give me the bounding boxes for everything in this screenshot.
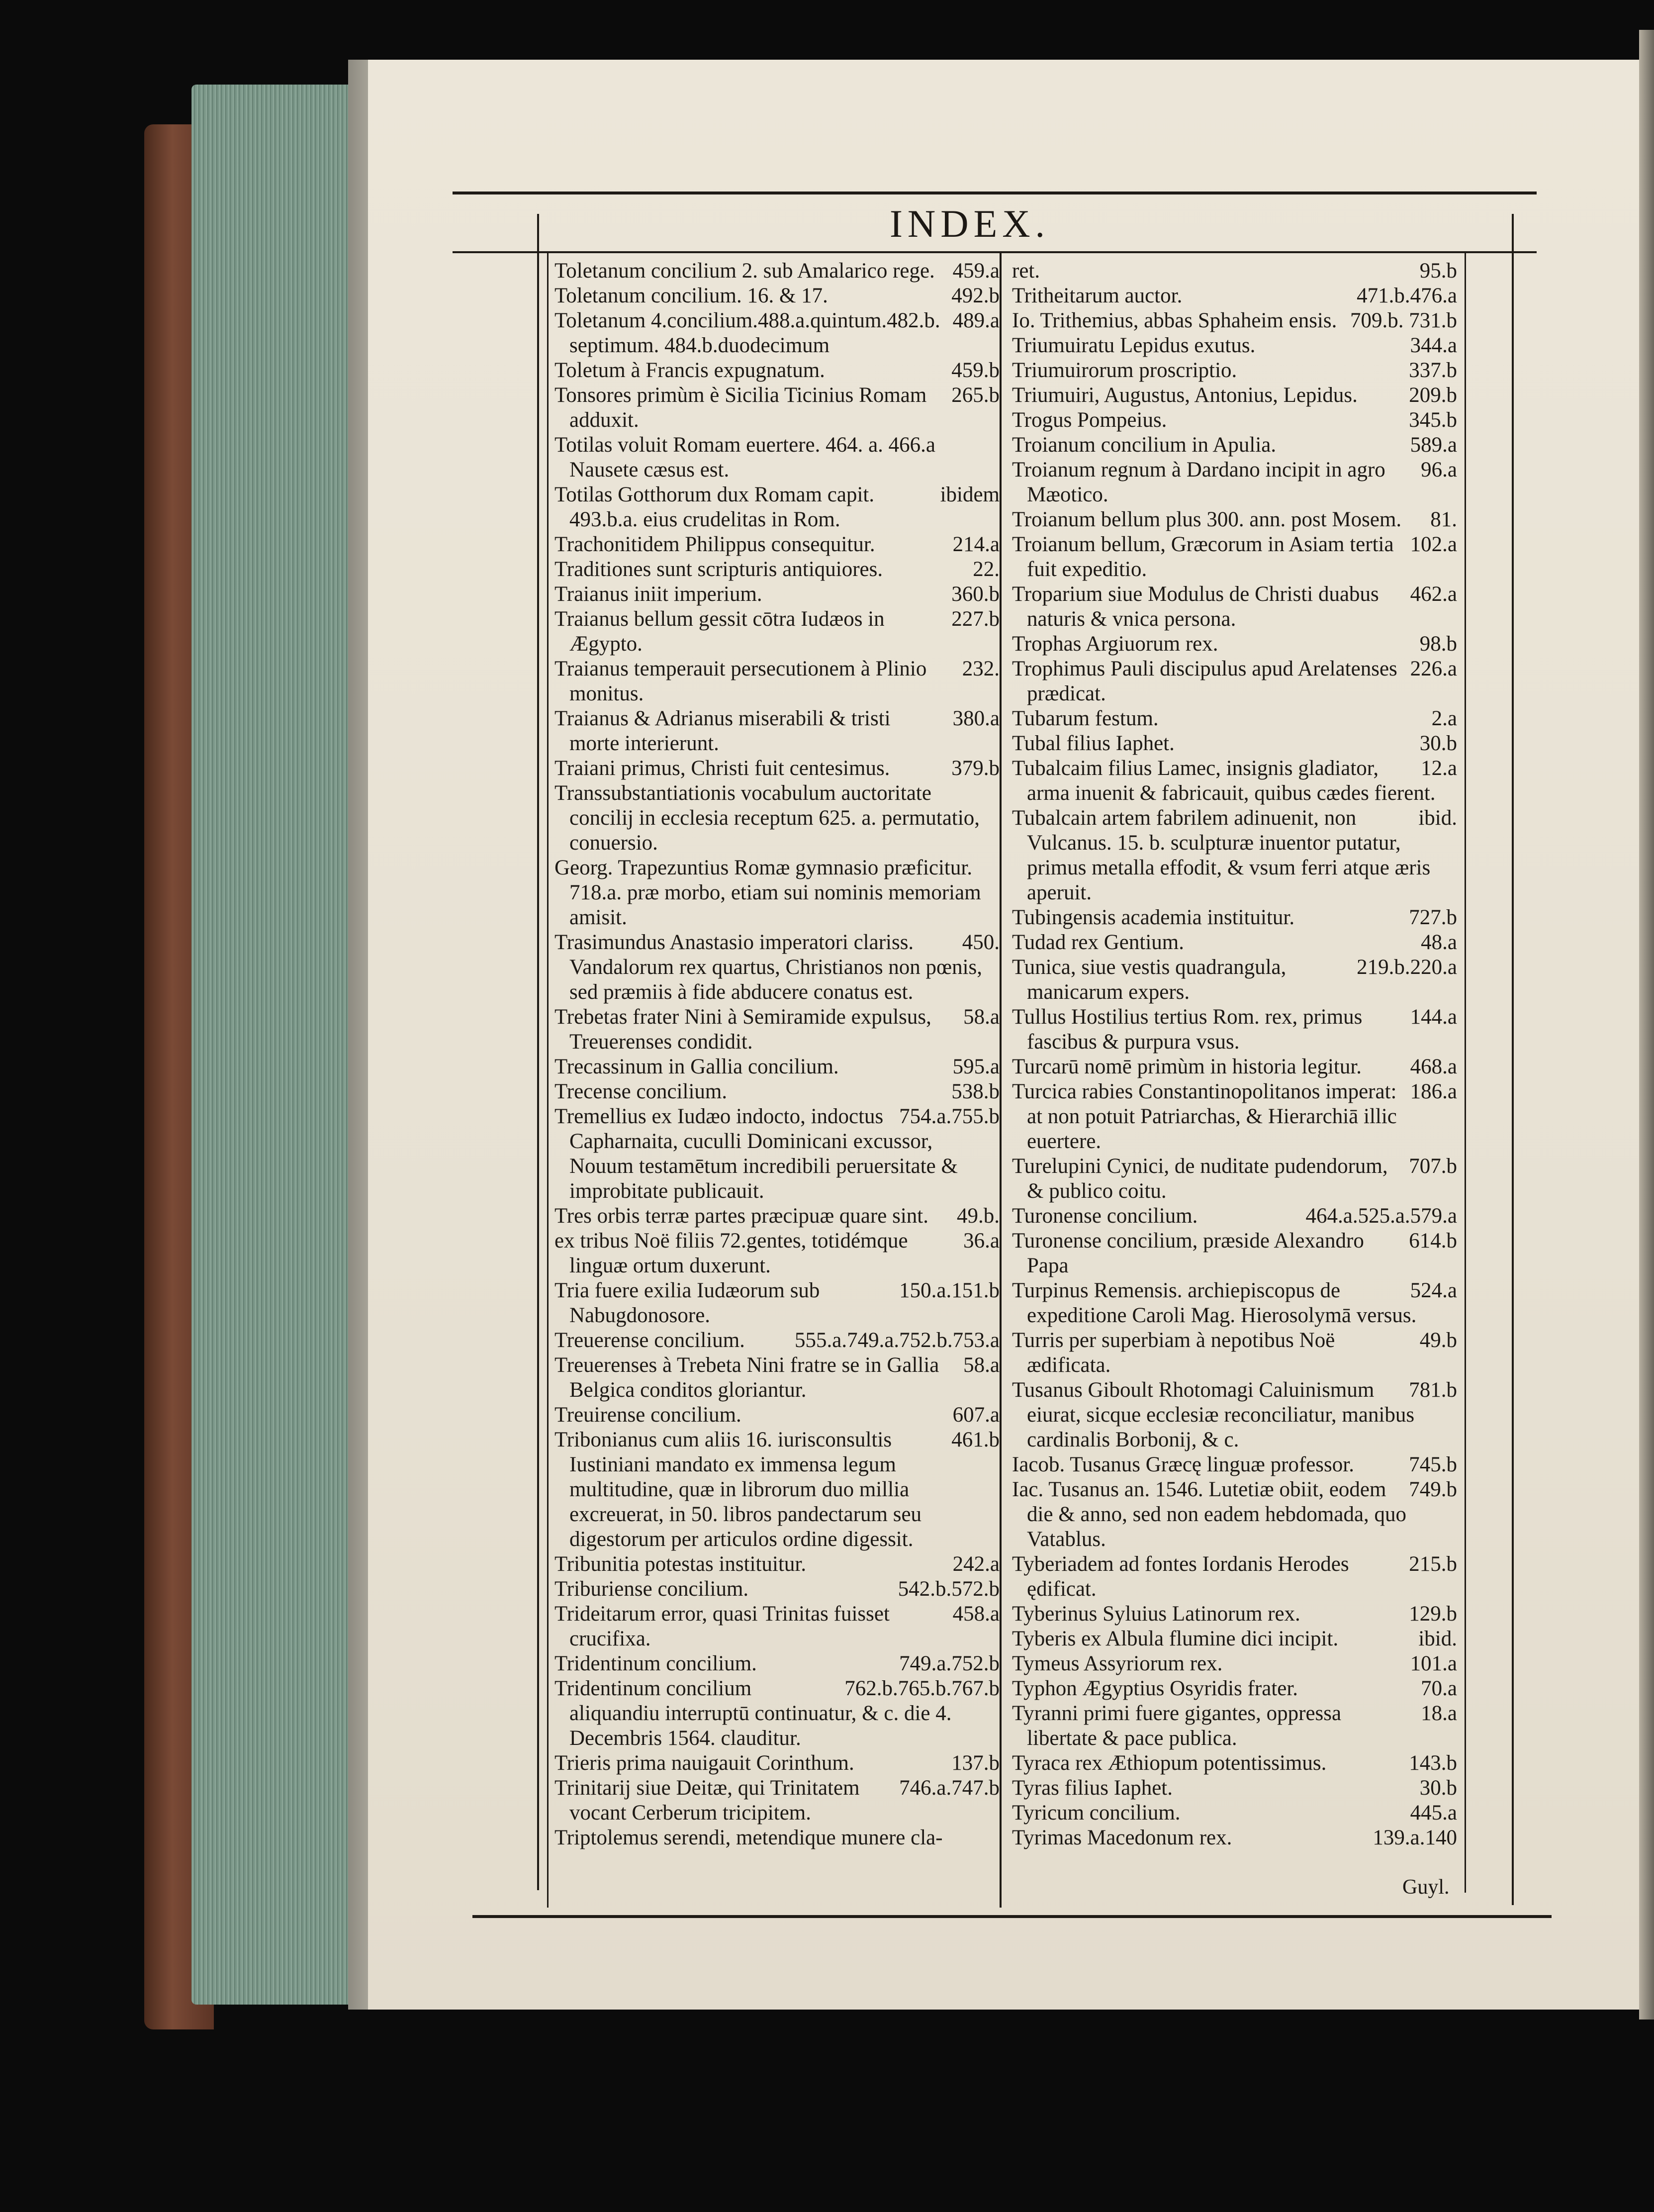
index-entry bbox=[1012, 582, 1457, 632]
entry-text: Typhon Ægyptius Osyridis frater. bbox=[1012, 1677, 1298, 1700]
page-reference: ibidem bbox=[940, 483, 1000, 506]
page-reference: 746.a.747.b bbox=[899, 1776, 1000, 1800]
page-reference: 30.b bbox=[1419, 732, 1457, 755]
catchword: Guyl. bbox=[1402, 1876, 1450, 1899]
entry-text: Georg. Trapezuntius Romæ gymnasio præficitur. 718.a. præ morbo, etiam sui nominis memoriam amisit. bbox=[554, 856, 981, 929]
entry-text: Trinitarij siue Deitæ, qui Trinitatem vocant Cerberum tricipitem. bbox=[554, 1776, 860, 1825]
index-entry bbox=[1012, 1701, 1457, 1751]
index-entry bbox=[554, 433, 1000, 482]
index-entry bbox=[554, 856, 1000, 930]
entry-text: Tribunitia potestas instituitur. bbox=[554, 1552, 807, 1576]
page-reference: 458.a bbox=[952, 1602, 1000, 1626]
index-entry bbox=[1012, 1477, 1457, 1552]
entry-text: Trecense concilium. bbox=[554, 1080, 728, 1103]
entry-text: Tubalcaim filius Lamec, insignis gladiator, arma inuenit & fabricauit, quibus cædes fierent. bbox=[1012, 757, 1436, 805]
page-reference: 209.b bbox=[1409, 384, 1457, 407]
top-rule bbox=[453, 192, 1537, 194]
right-inner-rule bbox=[1465, 251, 1466, 1893]
page-reference: 81. bbox=[1430, 508, 1457, 531]
page-reference: 186.a bbox=[1410, 1080, 1457, 1103]
page-reference: 492.b bbox=[951, 284, 1000, 307]
index-entry bbox=[554, 1428, 1000, 1552]
index-entry bbox=[1012, 1452, 1457, 1477]
entry-text: Totilas voluit Romam euertere. 464. a. 466.a Nausete cæsus est. bbox=[554, 433, 936, 481]
entry-text: Tribonianus cum aliis 16. iurisconsultis Iustiniani mandato ex immensa legum multitudine, quæ in librorum duo millia excreuerat, in 50. libros pandectarum seu digestorum per articulos ordine digessit. bbox=[554, 1428, 922, 1551]
entry-text: Trogus Pompeius. bbox=[1012, 408, 1167, 432]
entry-text: Tremellius ex Iudæo indocto, indoctus Capharnaita, cuculli Dominicani excussor, Nouum testamētum incredibili peruersitate & improbitate publicauit. bbox=[554, 1105, 958, 1203]
page-reference: 380.a bbox=[952, 707, 1000, 730]
page-title: INDEX. bbox=[889, 202, 1050, 245]
entry-text: Tunica, siue vestis quadrangula, manicarum expers. bbox=[1012, 956, 1286, 1004]
entry-text: Traianus iniit imperium. bbox=[554, 582, 762, 606]
index-entry bbox=[554, 930, 1000, 1005]
index-entry bbox=[1012, 930, 1457, 955]
page-reference: 464.a.525.a.579.a bbox=[1305, 1204, 1457, 1228]
index-entry bbox=[1012, 1801, 1457, 1826]
index-entry bbox=[1012, 1079, 1457, 1154]
index-entry bbox=[554, 259, 1000, 284]
index-entry bbox=[554, 1403, 1000, 1428]
page-reference: 360.b bbox=[951, 582, 1000, 606]
entry-text: Trasimundus Anastasio imperatori clariss. Vandalorum rex quartus, Christianos non pœnis, sed præmiis à fide abducere conatus est. bbox=[554, 931, 983, 1004]
index-entry bbox=[1012, 458, 1457, 507]
center-rule bbox=[1000, 251, 1002, 1908]
page-reference: 445.a bbox=[1410, 1801, 1457, 1825]
page-reference: 749.a.752.b bbox=[899, 1652, 1000, 1675]
index-entry bbox=[1012, 1328, 1457, 1378]
index-entry bbox=[1012, 1676, 1457, 1701]
page-reference: 214.a bbox=[952, 533, 1000, 556]
index-entry bbox=[1012, 1278, 1457, 1328]
index-entry bbox=[554, 1602, 1000, 1651]
page-reference: 49.b. bbox=[957, 1204, 1000, 1228]
page-reference: 58.a bbox=[963, 1353, 1000, 1377]
left-index-column bbox=[554, 259, 1000, 1850]
entry-text: Tyranni primi fuere gigantes, oppressa libertate & pace publica. bbox=[1012, 1702, 1342, 1750]
entry-text: Tullus Hostilius tertius Rom. rex, primus fascibus & purpura vsus. bbox=[1012, 1005, 1363, 1054]
index-entry bbox=[554, 582, 1000, 607]
index-entry bbox=[1012, 706, 1457, 731]
index-entry bbox=[554, 1651, 1000, 1676]
entry-text: Toletanum 4.concilium.488.a.quintum.482.b. septimum. 484.b.duodecimum bbox=[554, 309, 940, 357]
index-entry bbox=[1012, 955, 1457, 1005]
entry-text: Tyberiadem ad fontes Iordanis Herodes ędificat. bbox=[1012, 1552, 1349, 1601]
index-entry bbox=[554, 482, 1000, 532]
page-reference: 102.a bbox=[1410, 533, 1457, 556]
page-reference: 265.b bbox=[951, 384, 1000, 407]
page-reference: 139.a.140 bbox=[1373, 1826, 1457, 1849]
right-outer-rule bbox=[1512, 214, 1514, 1905]
index-entry bbox=[554, 1751, 1000, 1776]
index-entry bbox=[554, 1278, 1000, 1328]
entry-text: Totilas Gotthorum dux Romam capit. 493.b.a. eius crudelitas in Rom. bbox=[554, 483, 875, 531]
entry-text: Tyras filius Iaphet. bbox=[1012, 1776, 1173, 1800]
index-entry bbox=[554, 657, 1000, 706]
page-reference: ibid. bbox=[1418, 806, 1457, 830]
index-entry bbox=[554, 532, 1000, 557]
entry-text: Triptolemus serendi, metendique munere cla- bbox=[554, 1826, 943, 1849]
entry-text: Troianum bellum, Græcorum in Asiam tertia fuit expeditio. bbox=[1012, 533, 1394, 581]
page-reference: 345.b bbox=[1409, 408, 1457, 432]
entry-text: Triumuiratu Lepidus exutus. bbox=[1012, 334, 1256, 357]
index-entry bbox=[1012, 1826, 1457, 1850]
page-reference: 461.b bbox=[951, 1428, 1000, 1451]
page-reference: 754.a.755.b bbox=[899, 1105, 1000, 1128]
page-reference: 227.b bbox=[951, 607, 1000, 631]
index-entry bbox=[1012, 1602, 1457, 1627]
index-entry bbox=[554, 308, 1000, 358]
entry-text: Traditiones sunt scripturis antiquiores. bbox=[554, 558, 883, 581]
entry-text: Trachonitidem Philippus consequitur. bbox=[554, 533, 875, 556]
entry-text: ex tribus Noë filiis 72.gentes, totidémque linguæ ortum duxerunt. bbox=[554, 1229, 908, 1277]
page-reference: 450. bbox=[962, 931, 1000, 954]
entry-text: Io. Trithemius, abbas Sphaheim ensis. bbox=[1012, 309, 1337, 332]
entry-text: Triumuirorum proscriptio. bbox=[1012, 359, 1237, 382]
page-reference: 337.b bbox=[1409, 359, 1457, 382]
index-entry bbox=[554, 1005, 1000, 1055]
index-entry bbox=[554, 1577, 1000, 1602]
index-entry bbox=[1012, 1552, 1457, 1602]
entry-text: Turris per superbiam à nepotibus Noë ædificata. bbox=[1012, 1329, 1335, 1377]
entry-text: Tubalcain artem fabrilem adinuenit, non Vulcanus. 15. b. sculpturæ inuentor putatur, primus metalla effodit, & vsum ferri atque æris aperuit. bbox=[1012, 806, 1431, 904]
page-reference: 95.b bbox=[1419, 259, 1457, 283]
index-entry bbox=[554, 1776, 1000, 1826]
bottom-rule bbox=[472, 1915, 1552, 1918]
entry-text: Turcarū nomē primùm in historia legitur. bbox=[1012, 1055, 1362, 1078]
entry-text: Troianum concilium in Apulia. bbox=[1012, 433, 1277, 457]
entry-text: Traianus & Adrianus miserabili & tristi morte interierunt. bbox=[554, 707, 891, 755]
page-reference: 48.a bbox=[1421, 931, 1457, 954]
index-entry bbox=[554, 756, 1000, 781]
index-entry bbox=[554, 557, 1000, 582]
entry-text: Turonense concilium. bbox=[1012, 1204, 1198, 1228]
page-reference: 101.a bbox=[1410, 1652, 1457, 1675]
entry-text: Triumuiri, Augustus, Antonius, Lepidus. bbox=[1012, 384, 1358, 407]
page-reference: 58.a bbox=[963, 1005, 1000, 1029]
page-reference: 471.b.476.a bbox=[1357, 284, 1457, 307]
entry-text: Traiani primus, Christi fuit centesimus. bbox=[554, 757, 890, 780]
index-entry bbox=[1012, 1378, 1457, 1452]
index-entry bbox=[554, 383, 1000, 433]
index-entry bbox=[554, 358, 1000, 383]
page-reference: 96.a bbox=[1421, 458, 1457, 481]
page-reference: 607.a bbox=[952, 1403, 1000, 1427]
left-outer-rule bbox=[537, 214, 539, 1890]
page-reference: 215.b bbox=[1409, 1552, 1457, 1576]
entry-text: ret. bbox=[1012, 259, 1040, 283]
index-entry bbox=[554, 706, 1000, 756]
index-entry bbox=[554, 1353, 1000, 1403]
entry-text: Trieris prima nauigauit Corinthum. bbox=[554, 1751, 854, 1775]
index-entry bbox=[1012, 259, 1457, 284]
page-reference: 489.a bbox=[952, 309, 1000, 332]
page-reference: 137.b bbox=[951, 1751, 1000, 1775]
index-entry bbox=[1012, 284, 1457, 308]
entry-text: Treuirense concilium. bbox=[554, 1403, 741, 1427]
entry-text: Tyberinus Syluius Latinorum rex. bbox=[1012, 1602, 1300, 1626]
page-reference: 70.a bbox=[1421, 1677, 1457, 1700]
page-reference: 462.a bbox=[1410, 582, 1457, 606]
entry-text: Troianum regnum à Dardano incipit in agro Mæotico. bbox=[1012, 458, 1385, 506]
page-reference: 144.a bbox=[1410, 1005, 1457, 1029]
index-entry bbox=[1012, 657, 1457, 706]
index-entry bbox=[1012, 1229, 1457, 1278]
index-entry bbox=[1012, 433, 1457, 458]
entry-text: Trophas Argiuorum rex. bbox=[1012, 632, 1218, 656]
index-entry bbox=[1012, 1005, 1457, 1055]
page-reference: 468.a bbox=[1410, 1055, 1457, 1078]
index-entry bbox=[554, 1328, 1000, 1353]
entry-text: Tyberis ex Albula flumine dici incipit. bbox=[1012, 1627, 1339, 1650]
entry-text: Tria fuere exilia Iudæorum sub Nabugdonosore. bbox=[554, 1279, 820, 1327]
index-entry bbox=[554, 1204, 1000, 1229]
index-entry bbox=[554, 1079, 1000, 1104]
entry-text: Turonense concilium, præside Alexandro Papa bbox=[1012, 1229, 1364, 1277]
page-reference: 242.a bbox=[952, 1552, 1000, 1576]
entry-text: Tusanus Giboult Rhotomagi Caluinismum eiurat, sicque ecclesiæ reconciliatur, manibus cardinalis Borbonij, & c. bbox=[1012, 1378, 1415, 1451]
page-reference: 36.a bbox=[963, 1229, 1000, 1252]
page-reference: 524.a bbox=[1410, 1279, 1457, 1302]
index-entry bbox=[1012, 408, 1457, 433]
entry-text: Tonsores primùm è Sicilia Ticinius Romam adduxit. bbox=[554, 384, 927, 432]
page-reference: 129.b bbox=[1409, 1602, 1457, 1626]
page-reference: 459.b bbox=[951, 359, 1000, 382]
entry-text: Tridentinum concilium aliquandiu interruptū continuatur, & c. die 4. Decembris 1564. clauditur. bbox=[554, 1677, 952, 1750]
entry-text: Troianum bellum plus 300. ann. post Mosem. bbox=[1012, 508, 1402, 531]
page-reference: 749.b bbox=[1409, 1478, 1457, 1501]
page-reference: 2.a bbox=[1431, 707, 1457, 730]
index-entry bbox=[554, 1826, 1000, 1850]
index-entry bbox=[1012, 1154, 1457, 1204]
entry-text: Turpinus Remensis. archiepiscopus de expeditione Caroli Mag. Hierosolymā versus. bbox=[1012, 1279, 1417, 1327]
index-entry bbox=[1012, 1055, 1457, 1079]
entry-text: Iac. Tusanus an. 1546. Lutetiæ obiit, eodem die & anno, sed non eadem hebdomada, quo Vatablus. bbox=[1012, 1478, 1407, 1551]
page-reference: 379.b bbox=[951, 757, 1000, 780]
entry-text: Toletum à Francis expugnatum. bbox=[554, 359, 825, 382]
index-entry bbox=[554, 781, 1000, 856]
page-reference: 143.b bbox=[1409, 1751, 1457, 1775]
index-entry bbox=[1012, 308, 1457, 333]
index-entry bbox=[1012, 383, 1457, 408]
entry-text: Triburiense concilium. bbox=[554, 1577, 749, 1601]
entry-text: Tyricum concilium. bbox=[1012, 1801, 1181, 1825]
index-entry bbox=[554, 1676, 1000, 1751]
entry-text: Transsubstantiationis vocabulum auctoritate concilij in ecclesia receptum 625. a. permutatio, conuersio. bbox=[554, 781, 980, 855]
facing-page-edge bbox=[1639, 30, 1654, 2020]
entry-text: Tres orbis terræ partes præcipuæ quare sint. bbox=[554, 1204, 928, 1228]
index-entry bbox=[554, 1552, 1000, 1577]
entry-text: Trophimus Pauli discipulus apud Arelatenses prædicat. bbox=[1012, 657, 1397, 705]
entry-text: Tubal filius Iaphet. bbox=[1012, 732, 1175, 755]
header-rule bbox=[453, 251, 1537, 253]
page-reference: 22. bbox=[973, 558, 1000, 581]
page-reference: 781.b bbox=[1409, 1378, 1457, 1402]
page-reference: 12.a bbox=[1421, 757, 1457, 780]
page-reference: 745.b bbox=[1409, 1453, 1457, 1476]
entry-text: Treuerenses à Trebeta Nini fratre se in Gallia Belgica conditos gloriantur. bbox=[554, 1353, 939, 1402]
index-entry bbox=[1012, 1751, 1457, 1776]
entry-text: Tyrimas Macedonum rex. bbox=[1012, 1826, 1232, 1849]
right-index-column bbox=[1012, 259, 1457, 1850]
entry-text: Treuerense concilium. bbox=[554, 1329, 745, 1352]
left-inner-rule bbox=[547, 251, 549, 1908]
entry-text: Tyraca rex Æthiopum potentissimus. bbox=[1012, 1751, 1327, 1775]
entry-text: Trideitarum error, quasi Trinitas fuisset crucifixa. bbox=[554, 1602, 890, 1650]
index-entry bbox=[1012, 1627, 1457, 1651]
page-reference: 98.b bbox=[1419, 632, 1457, 656]
page-reference: ibid. bbox=[1418, 1627, 1457, 1650]
index-entry bbox=[554, 1229, 1000, 1278]
entry-text: Toletanum concilium 2. sub Amalarico rege. bbox=[554, 259, 935, 283]
entry-text: Turcica rabies Constantinopolitanos imperat: at non potuit Patriarchas, & Hierarchiā illic euertere. bbox=[1012, 1080, 1397, 1153]
index-entry bbox=[1012, 1651, 1457, 1676]
entry-text: Tridentinum concilium. bbox=[554, 1652, 757, 1675]
index-entry bbox=[554, 284, 1000, 308]
index-entry bbox=[554, 1104, 1000, 1204]
page-reference: 344.a bbox=[1410, 334, 1457, 357]
index-entry bbox=[554, 1055, 1000, 1079]
entry-text: Tubingensis academia instituitur. bbox=[1012, 906, 1295, 929]
page-reference: 589.a bbox=[1410, 433, 1457, 457]
page-reference: 709.b. 731.b bbox=[1350, 309, 1457, 332]
index-entry bbox=[1012, 756, 1457, 806]
page-reference: 538.b bbox=[951, 1080, 1000, 1103]
entry-text: Traianus bellum gessit cōtra Iudæos in Ægypto. bbox=[554, 607, 885, 656]
page-reference: 762.b.765.b.767.b bbox=[844, 1677, 1000, 1700]
page-reference: 595.a bbox=[952, 1055, 1000, 1078]
index-entry bbox=[1012, 333, 1457, 358]
page-reference: 150.a.151.b bbox=[899, 1279, 1000, 1302]
entry-text: Troparium siue Modulus de Christi duabus naturis & vnica persona. bbox=[1012, 582, 1379, 631]
page-reference: 30.b bbox=[1419, 1776, 1457, 1800]
page-reference: 459.a bbox=[952, 259, 1000, 283]
page-reference: 555.a.749.a.752.b.753.a bbox=[794, 1329, 1000, 1352]
index-entry bbox=[1012, 358, 1457, 383]
page-reference: 226.a bbox=[1410, 657, 1457, 680]
index-entry bbox=[1012, 731, 1457, 756]
entry-text: Iacob. Tusanus Græcę linguæ professor. bbox=[1012, 1453, 1354, 1476]
index-entry bbox=[1012, 905, 1457, 930]
entry-text: Tymeus Assyriorum rex. bbox=[1012, 1652, 1223, 1675]
entry-text: Trebetas frater Nini à Semiramide expulsus, Treuerenses condidit. bbox=[554, 1005, 931, 1054]
entry-text: Trecassinum in Gallia concilium. bbox=[554, 1055, 839, 1078]
entry-text: Tudad rex Gentium. bbox=[1012, 931, 1184, 954]
page-reference: 614.b bbox=[1409, 1229, 1457, 1252]
page-reference: 542.b.572.b bbox=[898, 1577, 1000, 1601]
index-entry bbox=[1012, 632, 1457, 657]
page-reference: 707.b bbox=[1409, 1154, 1457, 1178]
entry-text: Turelupini Cynici, de nuditate pudendorum, & publico coitu. bbox=[1012, 1154, 1388, 1203]
index-entry bbox=[1012, 806, 1457, 905]
entry-text: Toletanum concilium. 16. & 17. bbox=[554, 284, 828, 307]
page-reference: 219.b.220.a bbox=[1357, 956, 1457, 979]
index-entry bbox=[1012, 532, 1457, 582]
entry-text: Traianus temperauit persecutionem à Plinio monitus. bbox=[554, 657, 927, 705]
entry-text: Tubarum festum. bbox=[1012, 707, 1159, 730]
page-reference: 232. bbox=[962, 657, 1000, 680]
index-entry bbox=[554, 607, 1000, 657]
index-entry bbox=[1012, 507, 1457, 532]
entry-text: Tritheitarum auctor. bbox=[1012, 284, 1183, 307]
page-reference: 18.a bbox=[1421, 1702, 1457, 1725]
index-entry bbox=[1012, 1776, 1457, 1801]
page-reference: 727.b bbox=[1409, 906, 1457, 929]
page-reference: 49.b bbox=[1419, 1329, 1457, 1352]
index-entry bbox=[1012, 1204, 1457, 1229]
